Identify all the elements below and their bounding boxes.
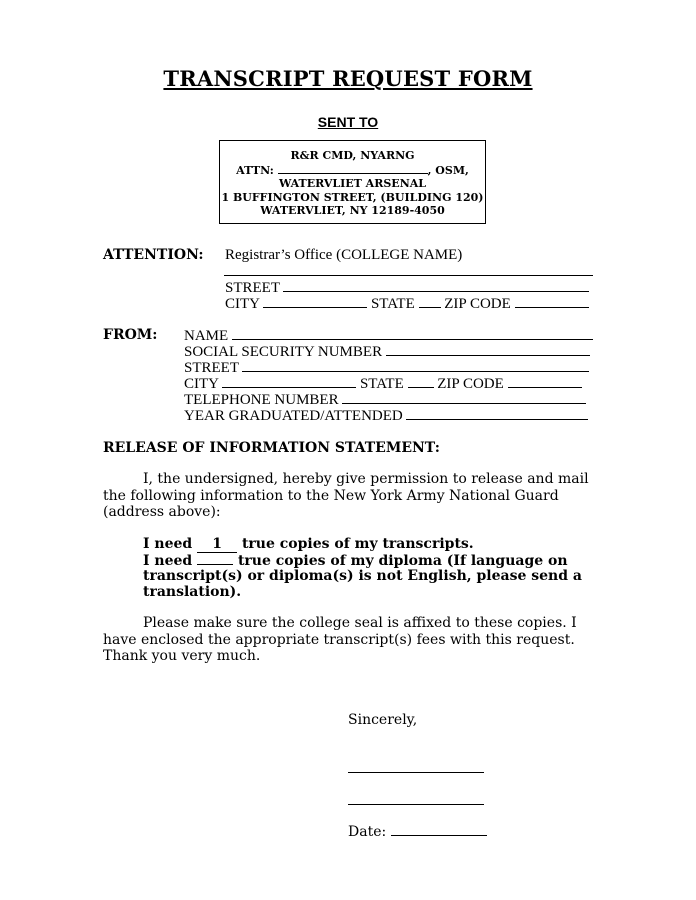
registrar-office: Registrar’s Office (COLLEGE NAME) xyxy=(225,247,463,263)
from-street-blank[interactable] xyxy=(242,359,589,372)
address-line-5: WATERVLIET, NY 12189-4050 xyxy=(260,204,445,217)
signature-line[interactable] xyxy=(348,772,484,773)
need2-suffix: true copies of my diploma (If language on xyxy=(237,553,568,569)
attention-street-blank[interactable] xyxy=(283,279,589,292)
need2-line-3: translation). xyxy=(143,584,242,600)
attention-zip-label: ZIP CODE xyxy=(444,296,511,312)
need2-count-field[interactable] xyxy=(197,552,233,565)
need1-prefix: I need xyxy=(143,536,193,552)
sent-to-heading: SENT TO xyxy=(317,114,379,130)
from-zip-blank[interactable] xyxy=(508,375,582,388)
date-label: Date: xyxy=(348,824,387,840)
attention-city-row xyxy=(225,295,589,313)
need-transcripts-row xyxy=(143,536,474,553)
from-year-label: YEAR GRADUATED/ATTENDED xyxy=(184,408,403,424)
from-city-blank[interactable] xyxy=(222,375,356,388)
address-line-4: 1 BUFFINGTON STREET, (BUILDING 120) xyxy=(221,190,484,204)
printed-name-line[interactable] xyxy=(348,804,484,805)
attn-suffix: , OSM, xyxy=(427,163,469,177)
from-ssn-label: SOCIAL SECURITY NUMBER xyxy=(184,344,383,360)
from-street-label: STREET xyxy=(184,360,239,376)
from-state-blank[interactable] xyxy=(408,375,434,388)
attention-college-blank[interactable] xyxy=(224,265,593,276)
need-diploma-row xyxy=(143,552,568,569)
address-box xyxy=(219,140,486,224)
attn-label: ATTN: xyxy=(236,163,274,177)
release-heading: RELEASE OF INFORMATION STATEMENT: xyxy=(103,440,440,456)
need1-suffix: true copies of my transcripts. xyxy=(241,536,474,552)
attention-city-label: CITY xyxy=(225,296,260,312)
from-zip-label: ZIP CODE xyxy=(437,376,504,392)
from-telephone-label: TELEPHONE NUMBER xyxy=(184,392,339,408)
release-intro: I, the undersigned, hereby give permission to release and mail the following information to the New York Army National Guard (address above): xyxy=(103,471,589,520)
need2-prefix: I need xyxy=(143,553,193,569)
closing-paragraph: Please make sure the college seal is affixed to these copies. I have enclosed the appropriate transcript(s) fees with this request. Thank you very much. xyxy=(103,615,577,664)
attn-blank[interactable] xyxy=(278,163,428,174)
from-year-row xyxy=(184,407,588,425)
sincerely-text: Sincerely, xyxy=(348,712,418,728)
attention-label: ATTENTION: xyxy=(103,247,204,263)
attention-street-label: STREET xyxy=(225,280,280,296)
form-title: TRANSCRIPT REQUEST FORM xyxy=(163,66,533,91)
date-blank[interactable] xyxy=(391,823,487,836)
attention-zip-blank[interactable] xyxy=(515,295,589,308)
attention-city-blank[interactable] xyxy=(263,295,367,308)
from-city-label: CITY xyxy=(184,376,219,392)
address-line-3: WATERVLIET ARSENAL xyxy=(278,177,427,190)
from-name-label: NAME xyxy=(184,328,229,344)
need1-count-field[interactable]: 1 xyxy=(197,537,237,553)
from-name-blank[interactable] xyxy=(232,327,593,340)
attention-state-blank[interactable] xyxy=(419,295,441,308)
date-row xyxy=(348,823,487,840)
from-ssn-blank[interactable] xyxy=(386,343,590,356)
address-line-1: R&R CMD, NYARNG xyxy=(290,149,415,162)
address-attn-line xyxy=(220,163,485,178)
from-telephone-blank[interactable] xyxy=(342,391,586,404)
from-year-blank[interactable] xyxy=(406,407,588,420)
attention-state-label: STATE xyxy=(370,296,415,312)
from-label: FROM: xyxy=(103,327,158,343)
from-state-label: STATE xyxy=(359,376,404,392)
need2-line-2: transcript(s) or diploma(s) is not English, please send a xyxy=(143,568,582,584)
